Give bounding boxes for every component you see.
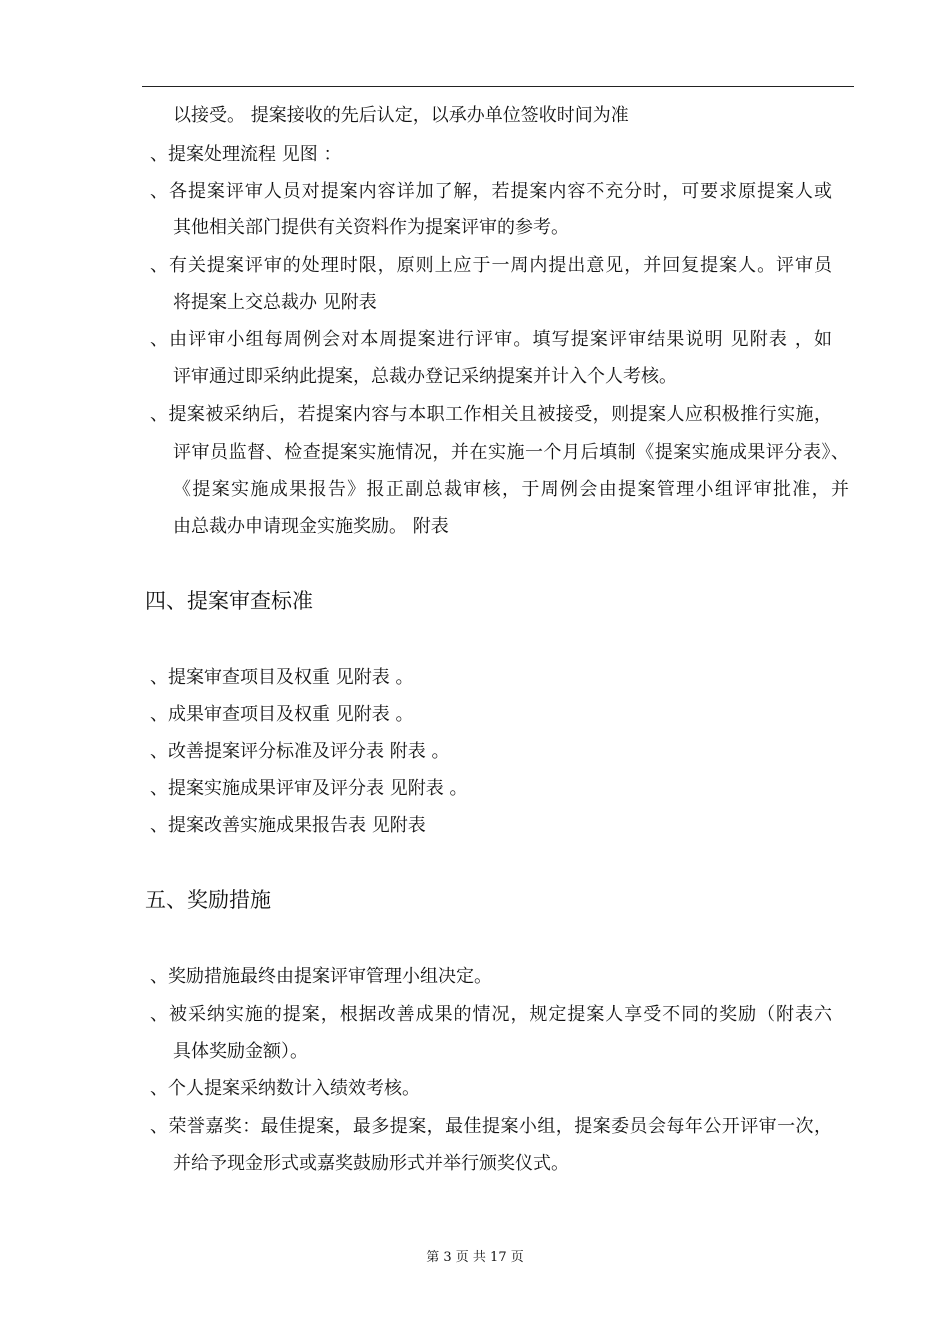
list-item: 、改善提案评分标准及评分表 附表 。 [150, 741, 450, 762]
paragraph-text: 《提案实施成果报告》报正副总裁审核，于周例会由提案管理小组评审批准，并 [173, 479, 849, 500]
section-heading: 五、奖励措施 [145, 888, 271, 912]
list-item: 、提案处理流程 见图 ： [150, 144, 342, 165]
page-number: 第 3 页 共 17 页 [426, 1250, 524, 1265]
header-rule [142, 86, 854, 87]
list-item-text: 、提案被采纳后，若提案内容与本职工作相关且被接受，则提案人应积极推行实施， [150, 404, 832, 425]
list-item: 、提案改善实施成果报告表 见附表 [150, 815, 426, 836]
list-item: 、提案审查项目及权重 见附表 。 [150, 667, 414, 688]
list-item [150, 1115, 832, 1139]
paragraph-line: 以接受。 提案接收的先后认定，以承办单位签收时间为准 [173, 105, 629, 126]
list-item: 、提案实施成果评审及评分表 见附表 。 [150, 778, 468, 799]
list-item [150, 403, 832, 427]
paragraph-line: 并给予现金形式或嘉奖鼓励形式并举行颁奖仪式。 [173, 1153, 569, 1174]
list-item [150, 328, 832, 352]
paragraph-text: 评审员监督、检查提案实施情况，并在实施一个月后填制《提案实施成果评分表》、 [173, 442, 849, 463]
paragraph-line: 由总裁办申请现金实施奖励。 附表 [173, 516, 449, 537]
paragraph-line: 评审通过即采纳此提案，总裁办登记采纳提案并计入个人考核。 [173, 366, 677, 387]
list-item: 、奖励措施最终由提案评审管理小组决定。 [150, 966, 492, 987]
paragraph-line [173, 478, 849, 502]
list-item-text: 、被采纳实施的提案，根据改善成果的情况，规定提案人享受不同的奖励（附表六 [150, 1004, 832, 1025]
paragraph-line: 具体奖励金额）。 [173, 1041, 308, 1062]
list-item-text: 、有关提案评审的处理时限，原则上应于一周内提出意见，并回复提案人。评审员 [150, 255, 832, 276]
list-item-text: 、荣誉嘉奖：最佳提案，最多提案，最佳提案小组，提案委员会每年公开评审一次， [150, 1116, 832, 1137]
paragraph-line: 其他相关部门提供有关资料作为提案评审的参考。 [173, 217, 569, 238]
section-heading: 四、提案审查标准 [145, 589, 313, 613]
list-item [150, 254, 832, 278]
paragraph-line [173, 441, 849, 465]
list-item-text: 、由评审小组每周例会对本周提案进行评审。填写提案评审结果说明 见附表 ，如 [150, 329, 832, 350]
list-item [150, 1003, 832, 1027]
list-item: 、成果审查项目及权重 见附表 。 [150, 704, 414, 725]
list-item-text: 、各提案评审人员对提案内容详加了解，若提案内容不充分时，可要求原提案人或 [150, 181, 832, 202]
list-item: 、个人提案采纳数计入绩效考核。 [150, 1078, 420, 1099]
list-item [150, 180, 832, 204]
paragraph-line: 将提案上交总裁办 见附表 [173, 292, 377, 313]
